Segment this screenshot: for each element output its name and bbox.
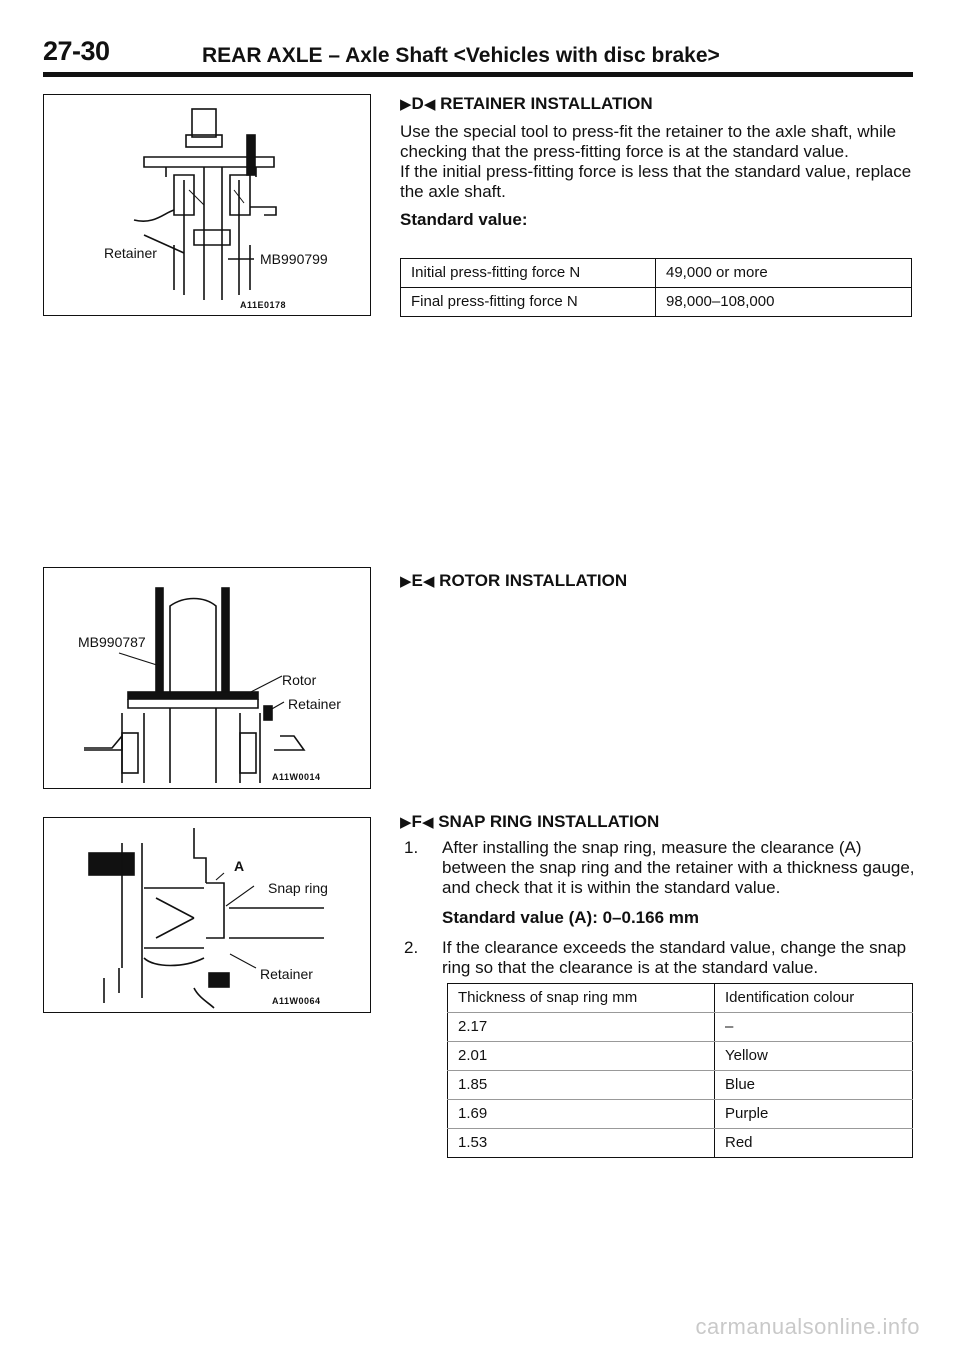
table-row: [401, 259, 912, 288]
callout-mb990799: MB990799: [260, 251, 328, 267]
table-row: [448, 1042, 913, 1071]
table-cell: 1.53: [448, 1129, 715, 1158]
press-fitting-force-table: [400, 258, 912, 317]
figure-id: A11W0014: [272, 772, 321, 782]
figure-id: A11E0178: [240, 300, 287, 310]
section-f-heading: [400, 812, 659, 832]
table-cell: Yellow: [715, 1042, 913, 1071]
marker-left-triangle-icon: ◀: [423, 96, 436, 113]
table-cell: Purple: [715, 1100, 913, 1129]
table-header-cell: Identification colour: [715, 984, 913, 1013]
callout-a: A: [234, 858, 245, 874]
step-number: 1.: [404, 838, 419, 857]
callout-mb990787: MB990787: [78, 634, 146, 650]
table-cell: 1.85: [448, 1071, 715, 1100]
list-item: [404, 938, 915, 978]
step-text: After installing the snap ring, measure the clearance (A) between the snap ring and the retainer with a thickness gauge, and check that it is within the standard value.: [442, 838, 915, 897]
callout-retainer: Retainer: [260, 966, 313, 982]
section-title: RETAINER INSTALLATION: [440, 94, 653, 113]
table-row: [448, 1100, 913, 1129]
table-row: [448, 1013, 913, 1042]
section-f-steps: [404, 838, 915, 978]
table-cell: 1.69: [448, 1100, 715, 1129]
table-cell: Initial press-fitting force N: [401, 259, 656, 288]
marker-right-triangle-icon: ▶: [400, 573, 412, 590]
header-rule: [43, 72, 913, 77]
snap-ring-table: [447, 983, 913, 1158]
callout-rotor: Rotor: [282, 672, 317, 688]
callout-retainer: Retainer: [104, 245, 157, 261]
page-number: 27-30: [43, 36, 110, 66]
list-item: [404, 838, 915, 898]
table-cell: Final press-fitting force N: [401, 288, 656, 317]
section-d-heading: [400, 94, 653, 114]
table-cell: 49,000 or more: [656, 259, 912, 288]
page-title: REAR AXLE – Axle Shaft <Vehicles with disc brake>: [202, 44, 720, 67]
figure-snap-ring-illustration: [44, 818, 370, 1012]
standard-value-label: Standard value:: [400, 210, 528, 229]
marker-right-triangle-icon: ▶: [400, 96, 412, 113]
section-letter: D: [411, 94, 424, 113]
section-letter: F: [411, 812, 422, 831]
section-title: ROTOR INSTALLATION: [439, 571, 628, 590]
marker-left-triangle-icon: ◀: [421, 814, 434, 831]
table-header-cell: Thickness of snap ring mm: [448, 984, 715, 1013]
table-cell: –: [715, 1013, 913, 1042]
figure-rotor-install-illustration: [44, 568, 370, 788]
marker-right-triangle-icon: ▶: [400, 814, 412, 831]
paragraph: If the initial press-fitting force is less that the standard value, replace the axle shaft.: [400, 162, 912, 201]
paragraph: Use the special tool to press-fit the retainer to the axle shaft, while checking that the press-fitting force is at the standard value.: [400, 122, 897, 161]
table-cell: 2.01: [448, 1042, 715, 1071]
figure-retainer-press-illustration: [44, 95, 370, 315]
section-d-body: [400, 122, 915, 230]
table-cell: Blue: [715, 1071, 913, 1100]
table-row: [448, 1129, 913, 1158]
figure-snap-ring: [43, 817, 371, 1013]
marker-left-triangle-icon: ◀: [422, 573, 435, 590]
table-header-row: [448, 984, 913, 1013]
table-cell: Red: [715, 1129, 913, 1158]
section-title: SNAP RING INSTALLATION: [438, 812, 660, 831]
step-text: If the clearance exceeds the standard value, change the snap ring so that the clearance is at the standard value.: [442, 938, 907, 977]
standard-value: [404, 908, 915, 928]
standard-value-text: Standard value (A): 0–0.166 mm: [442, 908, 699, 927]
callout-snap-ring: Snap ring: [268, 880, 328, 896]
table-row: [401, 288, 912, 317]
figure-id: A11W0064: [272, 996, 321, 1006]
table-cell: 98,000–108,000: [656, 288, 912, 317]
section-letter: E: [411, 571, 423, 590]
callout-retainer: Retainer: [288, 696, 341, 712]
step-number: 2.: [404, 938, 419, 957]
table-row: [448, 1071, 913, 1100]
figure-rotor-install: [43, 567, 371, 789]
figure-retainer-press: [43, 94, 371, 316]
table-cell: 2.17: [448, 1013, 715, 1042]
watermark: carmanualsonline.info: [695, 1314, 920, 1339]
section-e-heading: [400, 571, 627, 591]
